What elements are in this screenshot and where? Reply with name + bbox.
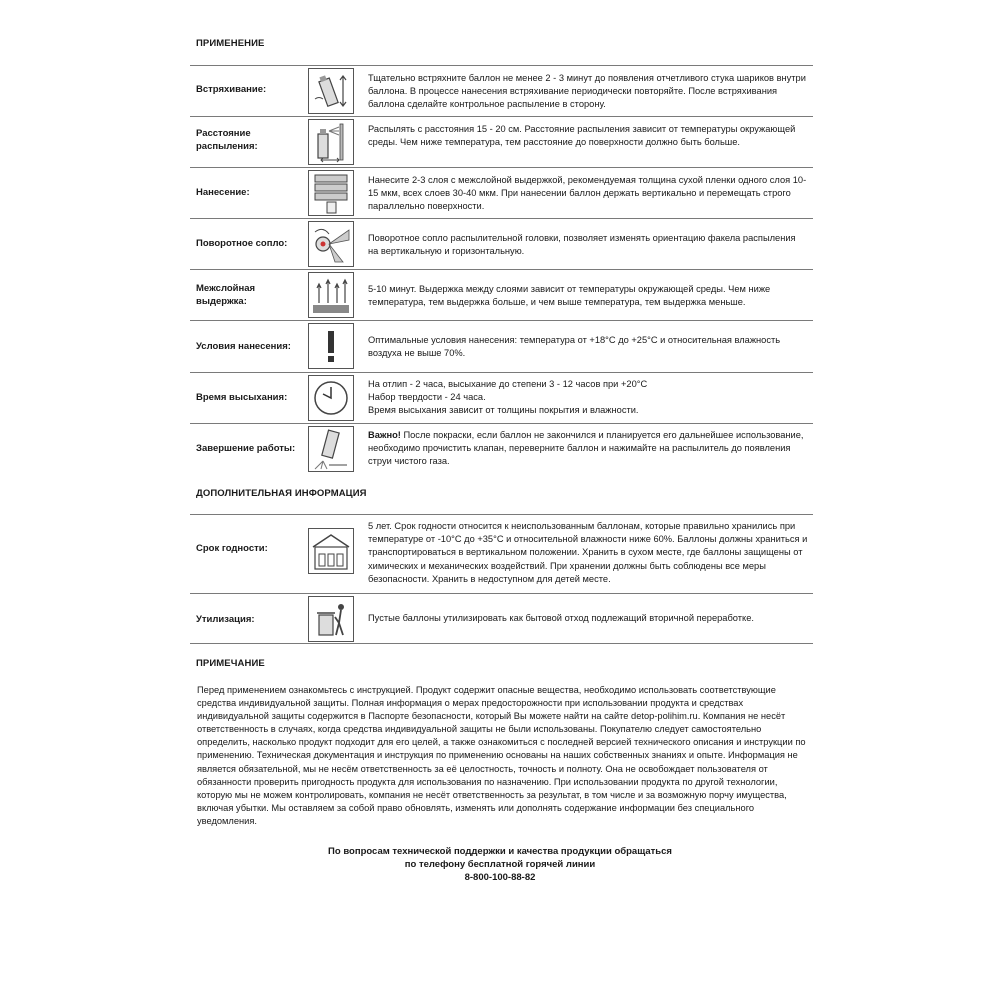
separator <box>190 269 813 270</box>
drying-time-line: На отлип - 2 часа, высыхание до степени 3 - 12 часов при +20°С <box>368 379 648 389</box>
important-label: Важно! <box>368 430 401 440</box>
recycle-bin-icon <box>308 596 354 642</box>
row-label-shaking: Встряхивание: <box>196 84 267 95</box>
row-text-drying: 5-10 минут. Выдержка между слоями зависит от температуры окружающей среды. Чем ниже температура, тем выдержка больше, и чем выше температура, тем выдержка меньше. <box>368 284 771 308</box>
note-paragraph: Перед применением ознакомьтесь с инструкцией. Продукт содержит опасные вещества, необходимо использовать соответствующие средства индивидуальной защиты. Полная информация о мерах предосторожности при использовании продукта и средствах индивидуальной защиты содержится в Паспорте безопасности, который Вы можете найти на сайте detop-polihim.ru. Компания не несёт ответственность в случаях, когда средства индивидуальной защиты не были использованы. Покупателю следует самостоятельно определить, насколько продукт подходит для его целей, а также ознакомиться с последней версией технического описания и инструкции по применению. Техническая документация и инструкция по применению основаны на наших собственных знаниях и опыте. Информация не является обязательной, мы не несём ответственность за её целостность, точность и полноту. Она не освобождает пользователя от обязанности проверить пригодность продукта для использования по назначению. При использовании продукта по другой технологии, которую мы не можем контролировать, компания не несёт ответственность за результат, в том числе и за возможную порчу имущества, включая убытки. Мы оставляем за собой право обновлять, изменять или дополнять содержание информации без специального уведомления. <box>197 685 806 826</box>
separator <box>190 643 813 644</box>
section-title-additional: ДОПОЛНИТЕЛЬНАЯ ИНФОРМАЦИЯ <box>196 488 367 499</box>
row-label-distance: Расстояние распыления: <box>196 128 258 152</box>
row-text-conditions: Оптимальные условия нанесения: температура от +18°С до +25°С и относительная влажность воздуха не выше 70%. <box>368 335 781 359</box>
inverted-can-icon <box>308 426 354 472</box>
drying-layer-icon <box>308 272 354 318</box>
row-label-application: Нанесение: <box>196 187 250 198</box>
exclamation-icon <box>308 323 354 369</box>
rotating-nozzle-icon <box>308 221 354 267</box>
row-text-shelf-life: 5 лет. Срок годности относится к неиспользованным баллонам, которые правильно хранились при температуре от -10°С до +35°С и относительной влажности ниже 60%. Баллоны должны храниться и транспортироваться в вертикальном положении. Хранить в сухом месте, где баллоны защищены от химических и механических воздействий. При хранении должны быть соблюдены все меры безопасности. Хранить в недоступном для детей месте. <box>368 521 808 584</box>
footer-line-2: по телефону бесплатной горячей линии <box>404 859 596 870</box>
layers-icon <box>308 170 354 216</box>
row-text-shaking: Тщательно встряхните баллон не менее 2 - 3 минут до появления отчетливого стука шариков внутри баллона. В процессе нанесения встряхивание периодически повторяйте. После встряхивания баллона сделайте контрольное распыление в сторону. <box>368 73 806 110</box>
row-label-drying: Межслойная выдержка: <box>196 283 256 307</box>
storage-warehouse-icon <box>308 528 354 574</box>
row-text-disposal: Пустые баллоны утилизировать как бытовой отход подлежащий вторичной переработке. <box>368 613 754 623</box>
section-title-note: ПРИМЕЧАНИЕ <box>196 658 265 669</box>
row-label-disposal: Утилизация: <box>196 614 255 625</box>
row-text-application: Нанесите 2-3 слоя с межслойной выдержкой, рекомендуемая толщина сухой пленки одного слоя 10-15 мкм, всех слоев 30-40 мкм. При нанесении баллон держать вертикально и перемещать строго параллельно поверхности. <box>368 175 807 212</box>
separator <box>190 218 813 219</box>
drying-time-line: Набор твердости - 24 часа. <box>368 392 486 403</box>
row-text-distance: Распылять с расстояния 15 - 20 см. Расстояние распыления зависит от температуры окружающей среды. Чем ниже температура, тем расстояние до поверхности должно быть больше. <box>368 124 796 148</box>
row-label-nozzle: Поворотное сопло: <box>196 238 288 249</box>
separator <box>190 167 813 168</box>
row-label-finishing: Завершение работы: <box>196 443 296 454</box>
separator <box>190 65 813 66</box>
row-label-shelf-life: Срок годности: <box>196 543 268 554</box>
row-text-drying-time <box>368 378 808 418</box>
separator <box>190 372 813 373</box>
finishing-text: После покраски, если баллон не закончился и планируется его дальнейшее использование, необходимо прочистить клапан, переверните баллон и нажимайте на распылитель до появления струи чистого газа. <box>368 430 804 467</box>
spray-distance-icon <box>308 119 354 165</box>
section-title-application: ПРИМЕНЕНИЕ <box>196 38 265 49</box>
separator <box>190 514 813 515</box>
clock-icon <box>308 375 354 421</box>
row-text-nozzle: Поворотное сопло распылительной головки, позволяет изменять ориентацию факела распыления на вертикальную и горизонтальную. <box>368 233 796 257</box>
separator <box>190 320 813 321</box>
shaking-can-icon <box>308 68 354 114</box>
row-label-drying-time: Время высыхания: <box>196 392 288 403</box>
row-text-finishing <box>368 429 808 469</box>
row-label-conditions: Условия нанесения: <box>196 341 291 352</box>
hotline-phone: 8-800-100-88-82 <box>464 872 536 883</box>
separator <box>190 593 813 594</box>
footer-line-1: По вопросам технической поддержки и качества продукции обращаться <box>328 846 672 857</box>
separator <box>190 423 813 424</box>
drying-time-line: Время высыхания зависит от толщины покрытия и влажности. <box>368 405 639 416</box>
separator <box>190 116 813 117</box>
